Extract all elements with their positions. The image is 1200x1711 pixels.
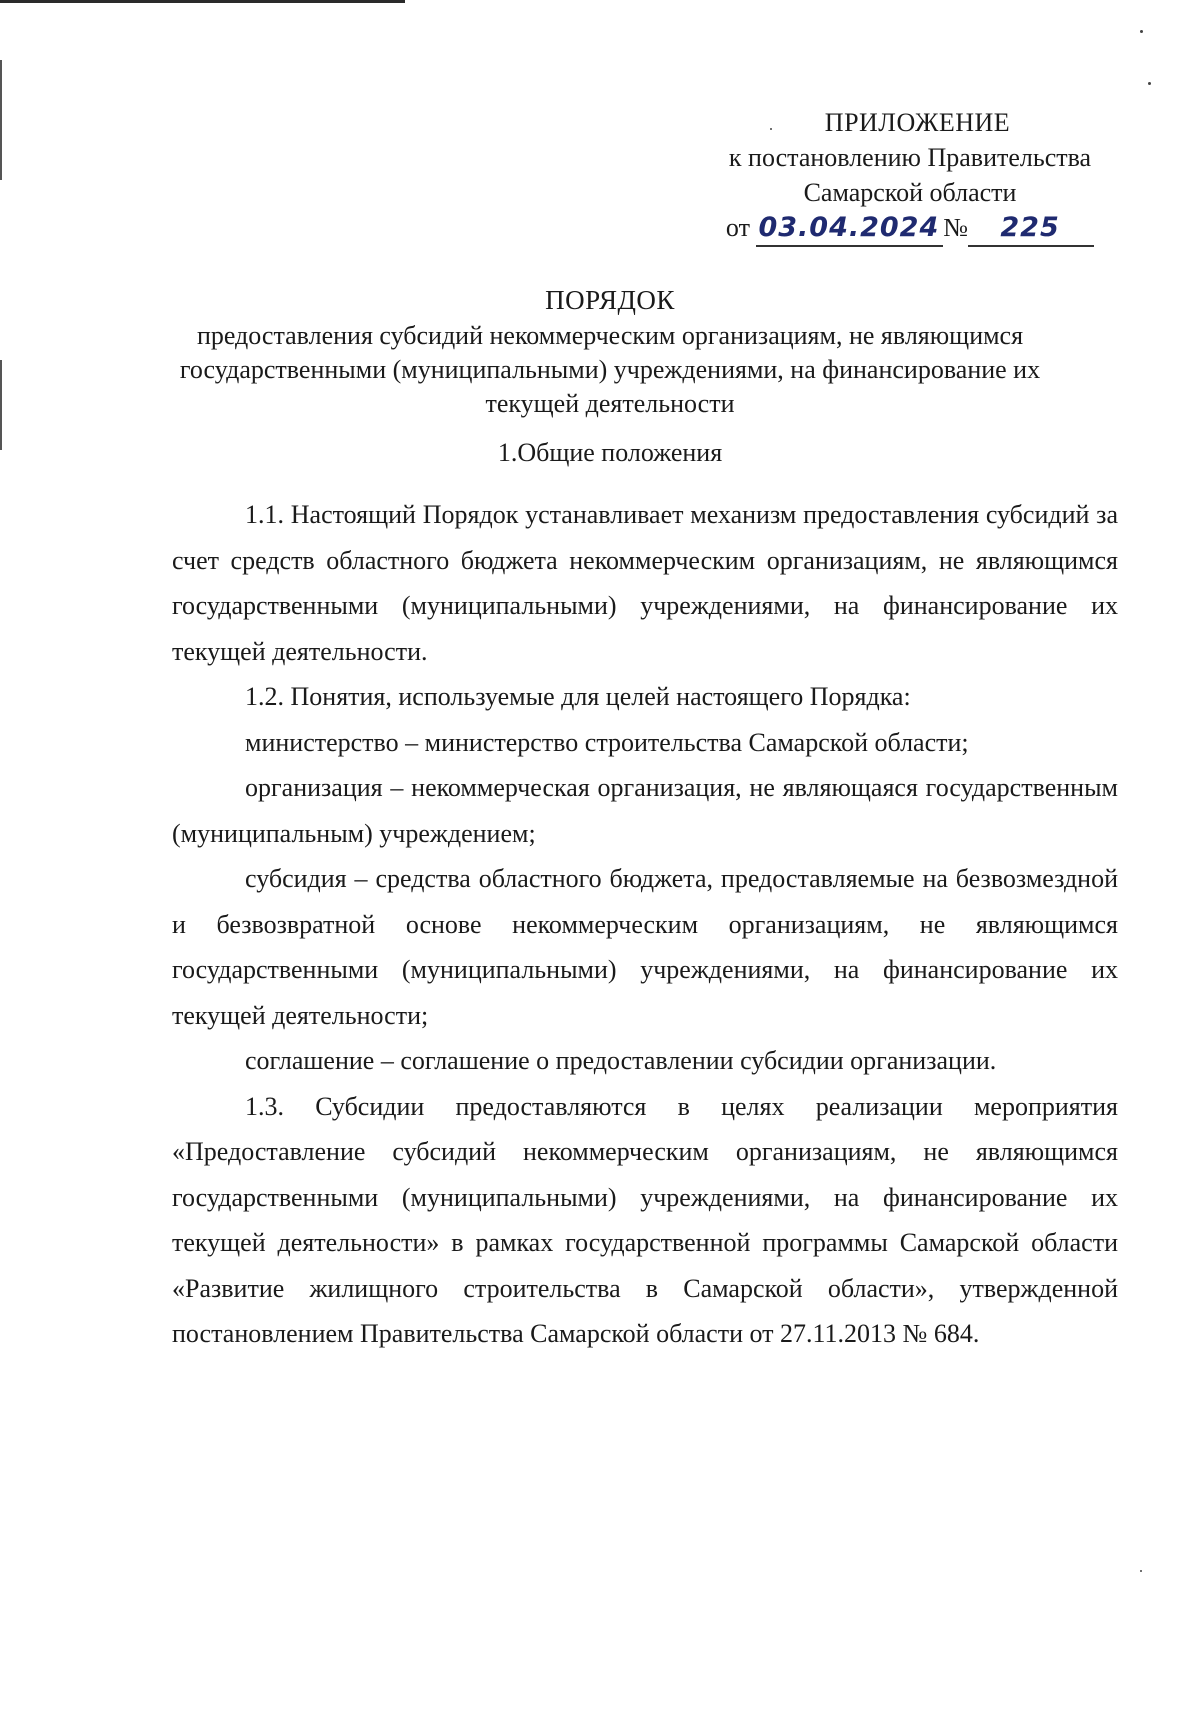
approval-date-row [700,210,1120,247]
paragraph-1-2: 1.2. Понятия, используемые для целей настоящего Порядка: [245,682,911,711]
document-title: ПОРЯДОК [545,285,675,315]
handwritten-date: 03.04.2024 [756,210,943,247]
definition-agreement: соглашение – соглашение о предоставлении субсидии организации. [245,1046,997,1075]
scan-speck [1148,82,1151,85]
document-subtitle: предоставления субсидий некоммерческим организациям, не являющимся государственными (муниципальными) учреждениями, на финансирование их текущей деятельности [179,321,1041,418]
paragraph-1-3: 1.3. Субсидии предоставляются в целях реализации мероприятия «Предоставление субсидий некоммерческим организациям, не являющимся государственными (муниципальными) учреждениями, на финансирование их текущей деятельности» в рамках государственной программы Самарской области «Развитие жилищного строительства в Самарской области», утвержденной постановлением Правительства Самарской области от 27.11.2013 № 684. [172,1091,1118,1348]
definition-ministry: министерство – министерство строительства Самарской области; [245,727,969,757]
date-prefix: от [725,213,757,242]
document-title-block [160,283,1060,421]
scan-artifact-line [0,0,405,3]
scan-speck [1140,1570,1142,1572]
paragraph-1-1: 1.1. Настоящий Порядок устанавливает механизм предоставления субсидий за счет средств областного бюджета некоммерческим организациям, не являющимся государственными (муниципальными) учреждениями, на финансирование их текущей деятельности. [172,500,1118,666]
number-prefix: № [943,213,969,242]
scan-speck [1140,30,1143,33]
section-heading: 1.Общие положения [497,438,723,467]
approval-line-2: Самарской области [803,178,1017,207]
document-body [172,492,1118,1357]
approval-block [640,105,1120,247]
approval-heading: ПРИЛОЖЕНИЕ [824,108,1011,137]
approval-line-1: к постановлению Правительства [728,143,1092,172]
definition-subsidy: субсидия – средства областного бюджета, предоставляемые на безвозмездной и безвозвратной основе некоммерческим организациям, не являющимся государственными (муниципальными) учреждениями, на финансирование их текущей деятельности; [172,864,1118,1030]
scan-artifact-edge [0,360,2,450]
definition-organization: организация – некоммерческая организация, не являющаяся государственным (муниципальным) учреждением; [172,773,1118,848]
handwritten-number: 225 [968,210,1094,247]
scan-artifact-edge [0,60,2,180]
